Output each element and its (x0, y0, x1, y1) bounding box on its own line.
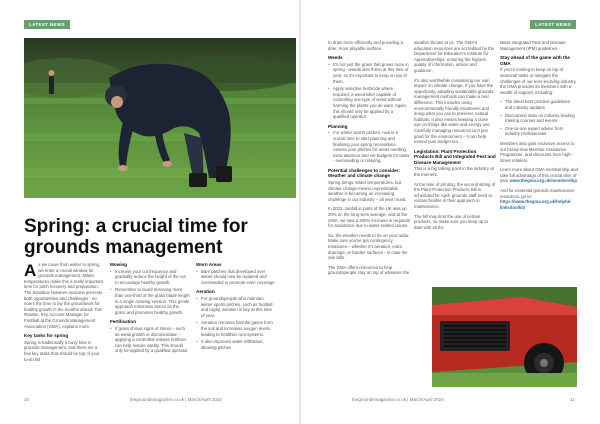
paragraph: If you're looking to keep on top of seasonal tasks or navigate the challenges of our ever-evolving industry, the GMA provides its members with a wealth of support, including: (500, 67, 577, 95)
bullet-list (196, 296, 276, 350)
paragraph: to drain more efficiently and providing a drier, more playable surface. (328, 40, 403, 51)
subheading-mowing: Mowing (110, 262, 128, 267)
subheading-legislation: Legislation: Plant Protection Products Bill and Integrated Pest and Disease Management (414, 148, 496, 165)
text-column-2 (110, 262, 190, 358)
subheading-fertilisation: Fertilisation (110, 319, 137, 325)
paragraph: It's also worthwhile considering our own impact on climate change, if you have the opportunity, adopting sustainable grounds management methods can make a real difference. This includes using environmentally friendly treatments and doing what you can to preserve natural habitats. It also means keeping a close eye on things like water and energy use. Carefully managing resources isn't just good for the environment – it can help extend your budget too. (414, 77, 494, 145)
bullet-item: • Increase your cut frequency and gradually reduce the height of the cut to encourage healthy growth. (110, 269, 190, 286)
section-tag-left: LATEST NEWS (24, 20, 70, 29)
footer-left: thegroundsmagazine.co.uk | March/April 2024 (130, 397, 222, 402)
footer-right: thegroundsmagazine.co.uk | March/April 2024 (352, 397, 444, 402)
bullet-item: • For groundspeople who maintain winter sports pitches, such as football and rugby, aeration is key at this time of year. (196, 296, 276, 318)
paragraph: The GMA offers resources to help groundspeople stay on top of whatever the (328, 264, 410, 276)
bullet-list (328, 130, 410, 164)
paragraph: The bill may limit the use of certain products, so make sure you keep up to date with all the (414, 213, 489, 230)
paragraph: weather throws at us. The GMA's education resources are accredited by the Department for Education's Institute for Apprenticeships, ensuring the highest quality of information, advice and guidance. (414, 40, 495, 73)
subheading-planning: Planning (328, 123, 348, 129)
paragraph: And for essential grounds maintenance resources, go to: https://www.thegma.org.uk/helpful-links/toolkit/ (500, 188, 575, 210)
bullet-item: • It also improves water infiltration, allowing pitches (196, 339, 276, 350)
paragraph: At the time of printing, the second sitting of the Plant Protection Products Bill is scheduled for April; grounds staff need to remain flexible in their approach to maintenance. (414, 181, 496, 210)
bullet-item: • The latest best practice guidelines and industry updates (500, 99, 578, 110)
subheading-weeds: Weeds (328, 55, 343, 61)
bullet-item: • Discounted rates on industry-leading training courses and events (500, 113, 578, 124)
paragraph: This is a big talking point in the industry at the moment. (414, 166, 494, 178)
paragraph: Learn more about GMA membership and take full advantage of this crucial time of year www.thegma.org.uk/membership (500, 167, 578, 184)
bullet-item: • Remember to avoid removing more than one-third of the grass blade length in a single mowing session. This gentle approach minimises stress on the grass and promotes healthy growth. (110, 287, 190, 315)
drop-cap: A (24, 261, 37, 280)
text-column-5 (414, 40, 496, 234)
article-headline: Spring: a crucial time for grounds management (24, 216, 248, 258)
bullet-item: • If grass shows signs of stress – such as weak growth or discolouration – applying a controlled-release fertiliser can help restore vitality. This should only be applied by a qualified operator. (110, 326, 190, 354)
subheading-worn-areas: Worn Areas (196, 262, 222, 267)
text-column-3 (196, 262, 276, 354)
page-number-right: 11 (570, 397, 575, 402)
subheading-gma: Stay ahead of the game with the GMA (500, 55, 570, 66)
paragraph: Members also gain exclusive access to our brand-new Member Assistance Programme, and discounts from high-street retailers. (500, 140, 575, 163)
bullet-list (328, 62, 410, 120)
paragraph: So, the weather needs to be on your radar. Make sure you've got contingency measures – whether it's aeration, extra drainage, or hardier surfaces - in case the rain falls. (328, 232, 410, 261)
toolkit-link[interactable]: https://www.thegma.org.uk/helpful-links/toolkit/ (500, 199, 572, 210)
page-gutter (299, 0, 301, 424)
subheading-key-tasks: Key tasks for spring (24, 333, 69, 339)
text-column-6 (500, 40, 578, 214)
bullet-list (110, 269, 190, 316)
text-column-1 (24, 262, 104, 366)
paragraph: latest Integrated Pest and Disease Management (IPM) guidelines. (500, 40, 566, 51)
intro-paragraph: As we move from winter to spring, we enter a crucial window for grounds management. Milder temperatures make this a really important time for pitch recovery and preparation. The transition between seasons presents both opportunities and challenges - so now's the time to lay the groundwork for healthy growth in the months ahead. Tom Rowlan, Key Account Manager for Football at the Grounds Management Association (GMA), explains more. (24, 261, 104, 329)
bullet-item: • Bare patches that developed over winter should now be repaired and overseeded to promote even coverage. (196, 269, 276, 286)
membership-link[interactable]: www.thegma.org.uk/membership (509, 178, 577, 184)
bullet-item: • Apply selective herbicide where required, a weed killer capable of controlling one type of weed without harming the plants you do want. Again, this should only be applied by a qualified operator. (328, 86, 410, 120)
bullet-item: • One-to-one expert advice from industry professionals (500, 126, 578, 137)
paragraph: Spring is traditionally a busy time in grounds management, and there are a few key tasks that should be top of your to-do list (24, 339, 100, 362)
bullet-item: • It's not just the grass that grows more in spring - weeds also thrive at this time of year, so it's important to keep on top of them. (328, 62, 410, 84)
paragraph: Spring brings milder temperatures, but climate change means unpredictable weather is becoming an increasing challenge in our industry – all year round. (328, 180, 407, 202)
text-column-4 (328, 40, 410, 280)
paragraph: In 2023, rainfall in parts of the UK was up 20% on the long-term average, and at the GMA, we saw a 200% increase in requests for assistance due to water-related issues. (328, 206, 410, 229)
bullet-list (110, 326, 190, 354)
groundsperson-photo (24, 38, 296, 198)
bullet-item: • Aeration removes harmful gases from the soil and increases oxygen levels, leading to healthier root systems. (196, 320, 276, 337)
mower-photo (432, 287, 577, 387)
bullet-item: • For winter sports pitches, now is a crucial time to start planning and finalising your spring renovations. Assess your pitches for areas needing extra attention and set budgets for tasks - overseeding or relaying. (328, 130, 410, 164)
bullet-list (500, 99, 578, 137)
section-tag-right: LATEST NEWS (530, 20, 576, 29)
subheading-aeration: Aeration (196, 289, 215, 295)
subheading-challenges: Potential challenges to consider: Weather and climate change (328, 167, 400, 179)
page-number-left: 10 (24, 397, 30, 402)
bullet-list (196, 269, 276, 286)
